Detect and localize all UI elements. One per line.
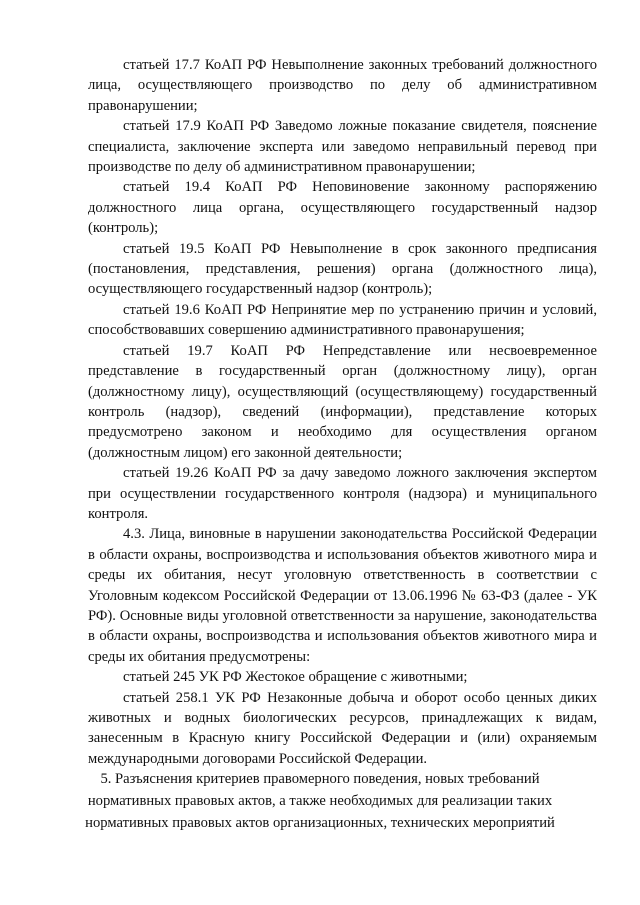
paragraph-koap-17-9: статьей 17.9 КоАП РФ Заведомо ложные показание свидетеля, пояснение специалиста, заключение эксперта или заведомо неправильный перевод при производстве по делу об административном правонарушении; <box>88 118 597 176</box>
document-body <box>88 55 597 769</box>
paragraph-uk-258-1: статьей 258.1 УК РФ Незаконные добыча и оборот особо ценных диких животных и водных биологических ресурсов, принадлежащих к видам, занесенным в Красную книгу Российской Федерации и (или) охраняемым международными договорами Российской Федерации. <box>88 689 597 767</box>
paragraph-koap-19-5: статьей 19.5 КоАП РФ Невыполнение в срок законного предписания (постановления, представления, решения) органа (должностного лица), осуществляющего государственный надзор (контроль); <box>88 240 597 298</box>
paragraph-section-4-3: 4.3. Лица, виновные в нарушении законодательства Российской Федерации в области охраны, воспроизводства и использования объектов животного мира и среды их обитания, несут уголовную ответственность в соответствии с Уголовным кодексом Российской Федерации от 13.06.1996 № 63-ФЗ (далее - УК РФ). Основные виды уголовной ответственности за нарушение, законодательства в области охраны, воспроизводства и использования объектов животного мира и среды их обитания предусмотрены: <box>88 526 597 665</box>
paragraph-uk-245: статьей 245 УК РФ Жестокое обращение с животными; <box>123 669 468 686</box>
paragraph-koap-19-6: статьей 19.6 КоАП РФ Непринятие мер по устранению причин и условий, способствовавших совершению административного правонарушения; <box>88 301 597 339</box>
paragraph-koap-19-7: статьей 19.7 КоАП РФ Непредставление или несвоевременное представление в государственный орган (должностному лицу), орган (должностному лицу), осуществляющий (осуществляющему) государственный контроль (надзор), сведений (информации), представление которых предусмотрено законом и необходимо для осуществления органом (должностным лицом) его законной деятельности; <box>88 342 597 461</box>
section-5-heading: 5. Разъяснения критериев правомерного поведения, новых требований нормативных правовых актов, а также необходимых для реализации таких нормативных правовых актов организационных, технических мероприятий <box>85 771 555 831</box>
paragraph-koap-19-4: статьей 19.4 КоАП РФ Неповиновение законному распоряжению должностного лица органа, осуществляющего государственный надзор (контроль); <box>88 179 597 237</box>
paragraph-koap-17-7: статьей 17.7 КоАП РФ Невыполнение законных требований должностного лица, осуществляющего производство по делу об административном правонарушении; <box>88 57 597 114</box>
paragraph-koap-19-26: статьей 19.26 КоАП РФ за дачу заведомо ложного заключения экспертом при осуществлении государственного контроля (надзора) и муниципального контроля. <box>88 465 597 522</box>
